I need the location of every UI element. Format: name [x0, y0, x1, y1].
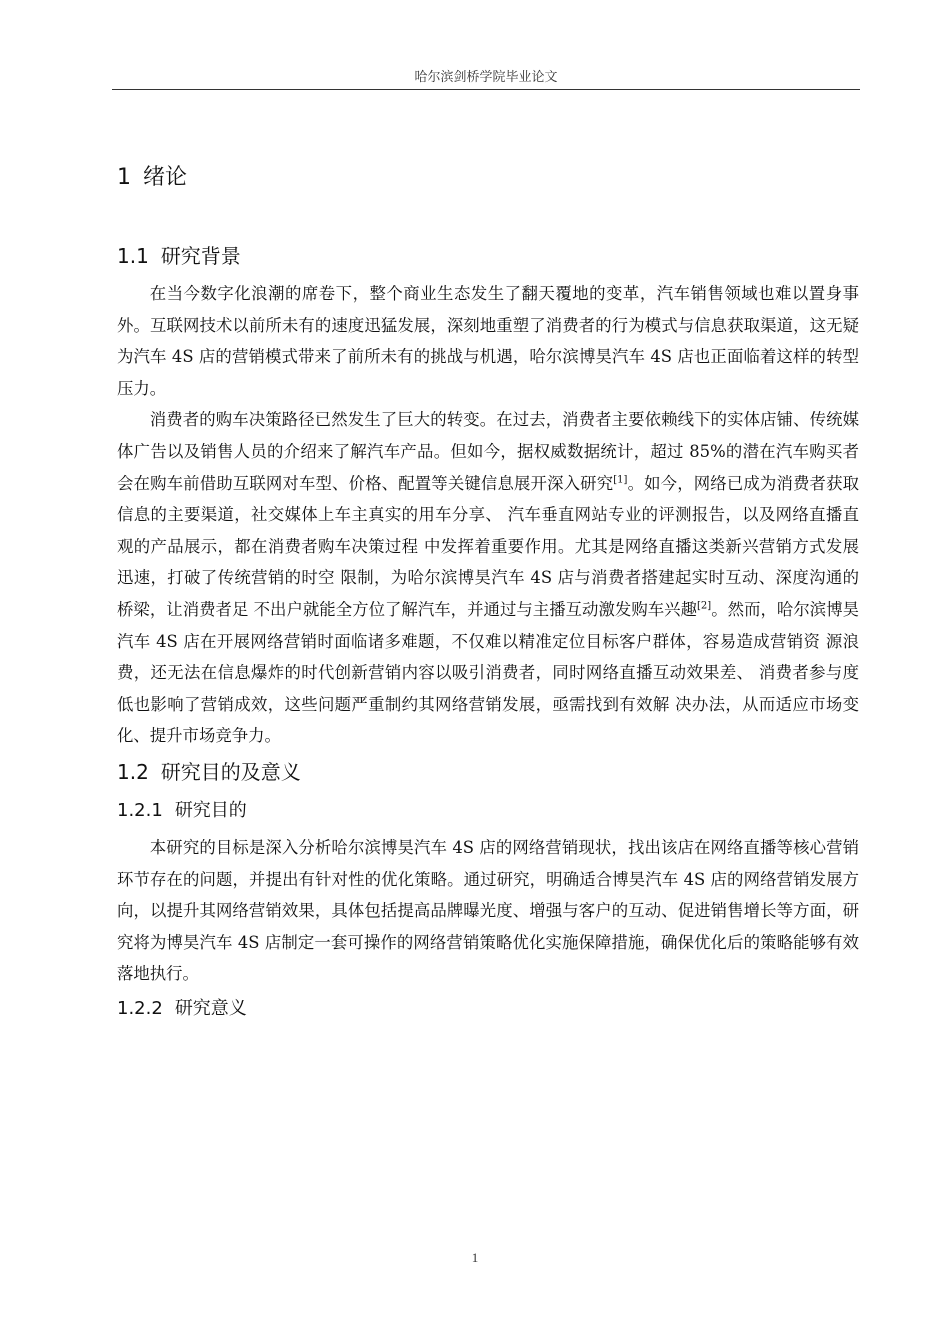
citation-ref-2: [2]	[697, 600, 712, 612]
page-number: 1	[471, 1250, 479, 1265]
section-number: 1.2	[117, 759, 149, 784]
running-header: 哈尔滨剑桥学院毕业论文	[414, 69, 558, 84]
section-number: 1.1	[117, 244, 149, 268]
section-heading-1-1	[117, 238, 859, 274]
chapter-number: 1	[117, 165, 131, 190]
section-title: 研究背景	[160, 244, 241, 268]
subsection-heading-1-2-2	[117, 992, 859, 1026]
page-body	[117, 160, 859, 1030]
subsection-title: 研究意义	[174, 997, 247, 1019]
subsection-heading-1-2-1	[117, 794, 859, 828]
chapter-title: 绪论	[143, 165, 188, 190]
paragraph-text: 消费者的购车决策路径已然发生了巨大的转变。在过去，消费者主要依赖线下的实体店铺、传统媒体广告以及销售人员的介绍来了解汽车产品。但如今，据权威数据统计，超过 85%的潜在汽车购买者会在购车前借助互联网对车型、价格、配置等关键信息展开深入研究	[117, 410, 859, 493]
subsection-title: 研究目的	[174, 799, 247, 821]
paragraph-text: 。然而，哈尔滨博昊汽车 4S 店在开展网络营销时面临诸多难题，不仅难以精准定位目标客户群体，容易造成营销资 源浪费，还无法在信息爆炸的时代创新营销内容以吸引消费者，同时网络直播互动效果差、 消费者参与度低也影响了营销成效，这些问题严重制约其网络营销发展，亟需找到有效解 决办法，从而适应市场变化、提升市场竞争力。	[117, 599, 860, 746]
paragraph-background-1: 在当今数字化浪潮的席卷下，整个商业生态发生了翻天覆地的变革，汽车销售领域也难以置身事外。互联网技术以前所未有的速度迅猛发展，深刻地重塑了消费者的行为模式与信息获取渠道，这无疑为汽车 4S 店的营销模式带来了前所未有的挑战与机遇，哈尔滨博昊汽车 4S 店也正面临着这样的转型压力。	[117, 284, 859, 398]
subsection-number: 1.2.1	[117, 799, 163, 821]
subsection-number: 1.2.2	[117, 997, 163, 1019]
citation-ref-1: [1]	[613, 474, 628, 486]
header-rule	[112, 89, 860, 90]
paragraph-purpose: 本研究的目标是深入分析哈尔滨博昊汽车 4S 店的网络营销现状，找出该店在网络直播等核心营销环节存在的问题，并提出有针对性的优化策略。通过研究，明确适合博昊汽车 4S 店的网络营销发展方向，以提升其网络营销效果，具体包括提高品牌曝光度、增强与客户的互动、促进销售增长等方面，研究将为博昊汽车 4S 店制定一套可操作的网络营销策略优化实施保障措施，确保优化后的策略能够有效落地执行。	[117, 837, 859, 984]
paragraph-text: 。如今，网络已成为消费者获取信息的主要渠道，社交媒体上车主真实的用车分享、 汽车垂直网站专业的评测报告，以及网络直播直观的产品展示，都在消费者购车决策过程 中发挥着重要作用。尤其是网络直播这类新兴营销方式发展迅速，打破了传统营销的时空 限制，为哈尔滨博昊汽车 4S 店与消费者搭建起实时互动、深度沟通的桥梁，让消费者足 不出户就能全方位了解汽车，并通过与主播互动激发购车兴趣	[117, 473, 860, 619]
section-title: 研究目的及意义	[160, 759, 301, 784]
paragraph-background-2	[117, 404, 859, 752]
section-heading-1-2	[117, 754, 859, 790]
chapter-heading	[117, 160, 859, 196]
